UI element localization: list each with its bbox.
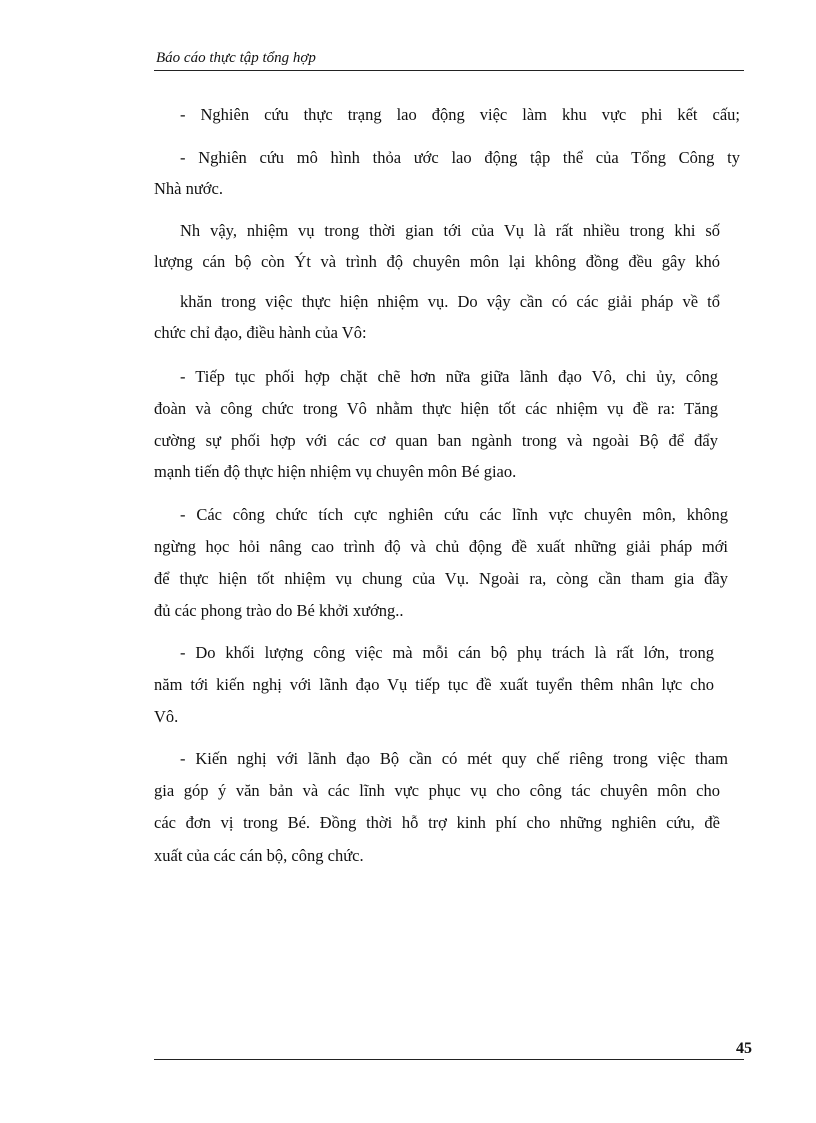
page-header <box>154 48 744 71</box>
text-line: Nhà nước. <box>154 179 223 198</box>
text-line: - Do khối lượng công việc mà mỗi cán bộ phụ trách là rất lớn, trong <box>180 643 714 662</box>
text-line: năm tới kiến nghị với lãnh đạo Vụ tiếp tục đề xuất tuyển thêm nhân lực cho <box>154 675 714 694</box>
text-line: ngừng học hỏi nâng cao trình độ và chủ động đề xuất những giải pháp mới <box>154 537 728 556</box>
text-line: xuất của các cán bộ, công chức. <box>154 846 364 865</box>
page-number: 45 <box>736 1040 752 1057</box>
text-line: các đơn vị trong Bé. Đồng thời hỗ trợ kinh phí cho những nghiên cứu, đề <box>154 813 720 832</box>
text-line: Vô. <box>154 707 179 726</box>
text-line: cường sự phối hợp với các cơ quan ban ngành trong và ngoài Bộ để đẩy <box>154 431 718 450</box>
text-line: - Nghiên cứu thực trạng lao động việc làm khu vực phi kết cấu; <box>180 105 740 124</box>
text-line: chức chỉ đạo, điều hành của Vô: <box>154 323 367 342</box>
text-line: - Các công chức tích cực nghiên cứu các lĩnh vực chuyên môn, không <box>180 505 728 524</box>
text-line: - Tiếp tục phối hợp chặt chẽ hơn nữa giữa lãnh đạo Vô, chi ủy, công <box>180 367 718 386</box>
text-line: đủ các phong trào do Bé khởi xướng.. <box>154 601 404 620</box>
text-line: - Kiến nghị với lãnh đạo Bộ cần có mét quy chế riêng trong việc tham <box>180 749 728 768</box>
header-title: Báo cáo thực tập tổng hợp <box>156 50 316 66</box>
text-line: đoàn và công chức trong Vô nhằm thực hiện tốt các nhiệm vụ đề ra: Tăng <box>154 399 718 418</box>
text-line: để thực hiện tốt nhiệm vụ chung của Vụ. Ngoài ra, còng cần tham gia đầy <box>154 569 728 588</box>
text-line: Nh vậy, nhiệm vụ trong thời gian tới của Vụ là rất nhiều trong khi số <box>180 221 720 240</box>
text-line: - Nghiên cứu mô hình thỏa ước lao động tập thể của Tổng Công ty <box>180 148 740 167</box>
footer-rule <box>154 1059 744 1060</box>
text-line: khăn trong việc thực hiện nhiệm vụ. Do vậy cần có các giải pháp về tổ <box>180 292 720 311</box>
text-line: mạnh tiến độ thực hiện nhiệm vụ chuyên môn Bé giao. <box>154 462 517 481</box>
text-line: lượng cán bộ còn Ýt và trình độ chuyên môn lại không đồng đều gây khó <box>154 252 720 271</box>
text-line: gia góp ý văn bản và các lĩnh vực phục vụ cho công tác chuyên môn cho <box>154 781 720 800</box>
